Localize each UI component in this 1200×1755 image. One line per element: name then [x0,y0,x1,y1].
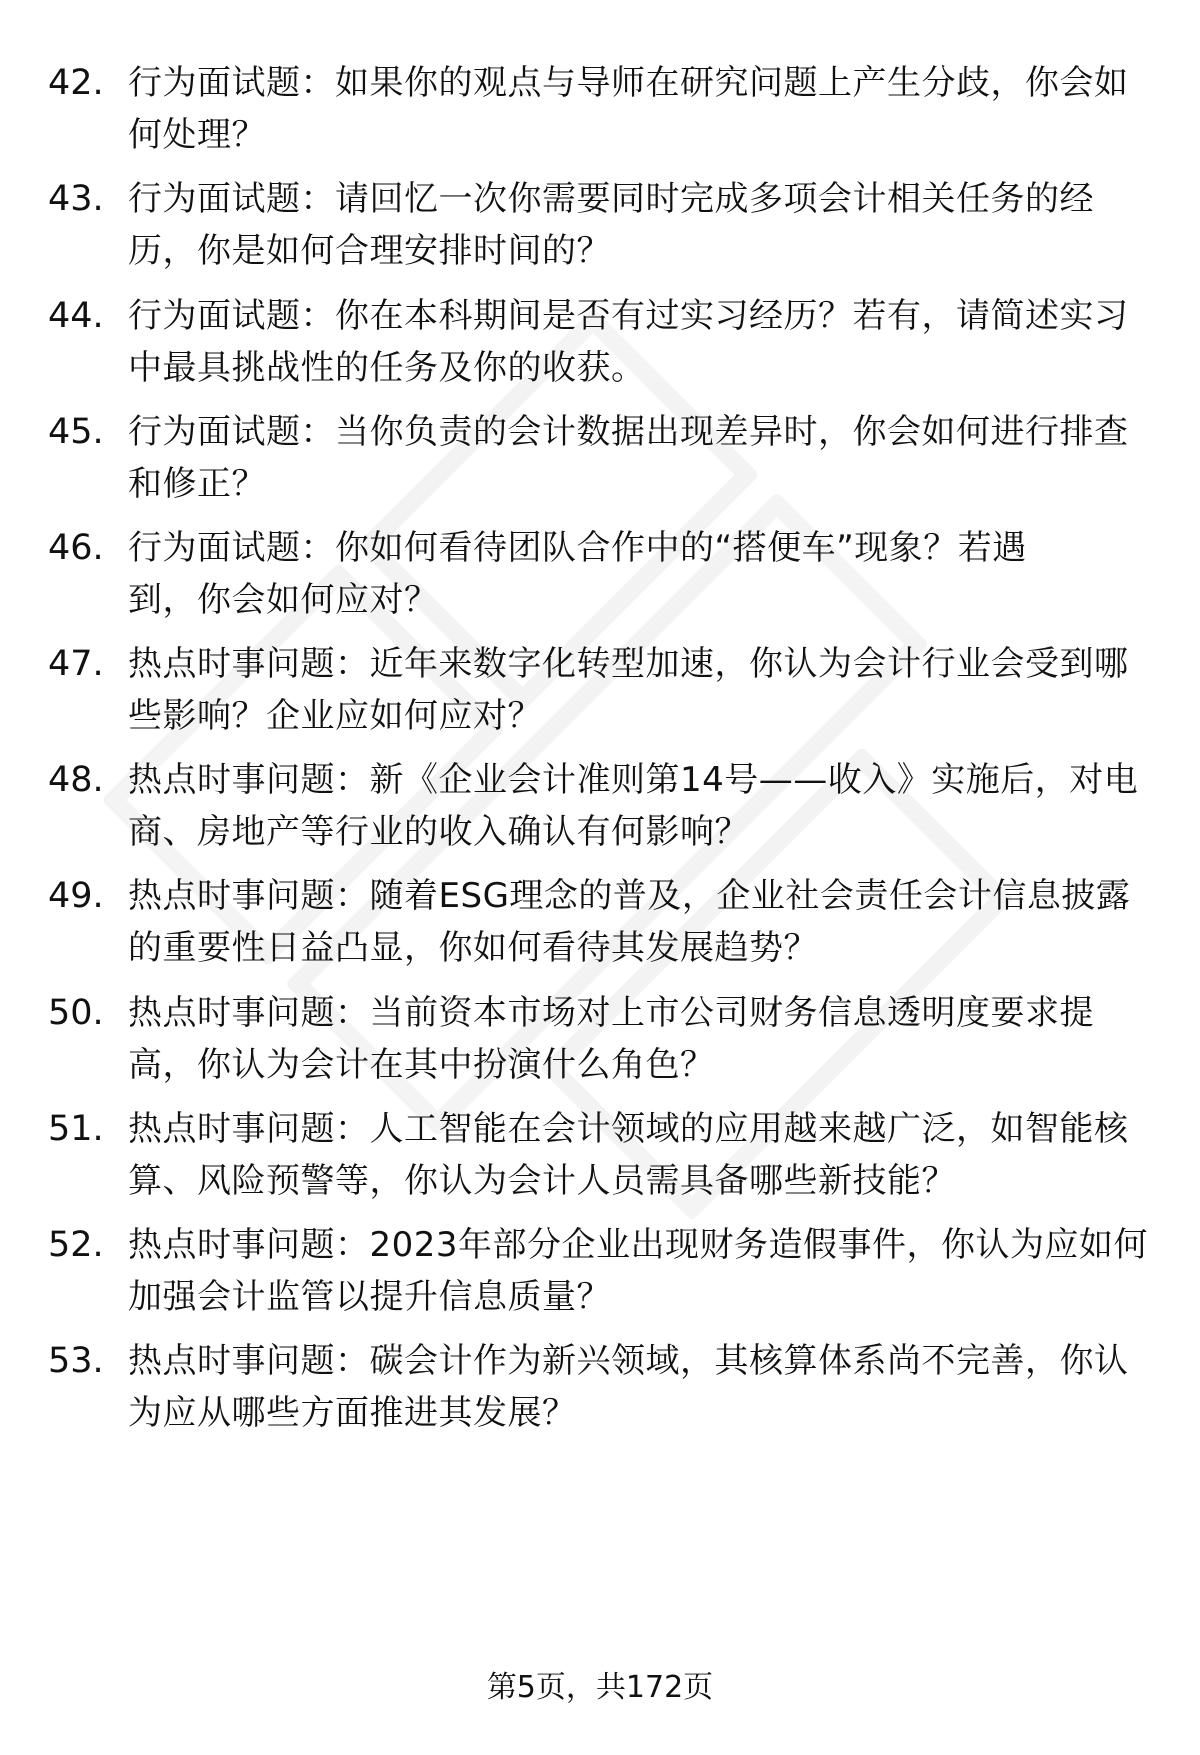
question-text: 热点时事问题：人工智能在会计领域的应用越来越广泛，如智能核算、风险预警等，你认为会计人员需具备哪些新技能？ [128,1109,1129,1201]
question-number: 43. [48,179,104,219]
question-text: 热点时事问题：碳会计作为新兴领域，其核算体系尚不完善，你认为应从哪些方面推进其发展？ [128,1341,1129,1433]
question-item [48,987,1158,1091]
question-number: 51. [48,1109,104,1149]
question-number: 50. [48,993,104,1033]
question-item [48,754,1158,858]
question-text: 热点时事问题：随着ESG理念的普及，企业社会责任会计信息披露的重要性日益凸显，你如何看待其发展趋势？ [128,876,1131,968]
question-item [48,57,1158,161]
question-number: 48. [48,760,104,800]
question-text: 行为面试题：如果你的观点与导师在研究问题上产生分歧，你会如何处理？ [128,63,1129,155]
question-number: 42. [48,63,104,103]
question-number: 52. [48,1225,104,1265]
question-item [48,1335,1158,1439]
question-item [48,406,1158,510]
question-text: 热点时事问题：当前资本市场对上市公司财务信息透明度要求提高，你认为会计在其中扮演什么角色？ [128,993,1094,1085]
question-item [48,1219,1158,1323]
question-item [48,522,1158,626]
question-text: 热点时事问题：近年来数字化转型加速，你认为会计行业会受到哪些影响？企业应如何应对？ [128,644,1129,736]
question-text: 热点时事问题：新《企业会计准则第14号——收入》实施后，对电商、房地产等行业的收入确认有何影响？ [128,760,1139,852]
question-number: 47. [48,644,104,684]
question-number: 44. [48,296,104,336]
question-number: 46. [48,528,104,568]
question-text: 行为面试题：当你负责的会计数据出现差异时，你会如何进行排查和修正？ [128,412,1129,504]
question-item [48,638,1158,742]
question-text: 行为面试题：你如何看待团队合作中的“搭便车”现象？若遇到，你会如何应对？ [128,528,1027,620]
question-number: 49. [48,876,104,916]
question-text: 行为面试题：请回忆一次你需要同时完成多项会计相关任务的经历，你是如何合理安排时间的？ [128,179,1094,271]
question-item [48,870,1158,974]
question-item [48,173,1158,277]
page-number: 第5页，共172页 [486,1670,714,1705]
question-number: 53. [48,1341,104,1381]
question-number: 45. [48,412,104,452]
question-item [48,1103,1158,1207]
question-item [48,290,1158,394]
question-text: 热点时事问题：2023年部分企业出现财务造假事件，你认为应如何加强会计监管以提升信息质量？ [128,1225,1149,1317]
question-text: 行为面试题：你在本科期间是否有过实习经历？若有，请简述实习中最具挑战性的任务及你的收获。 [128,296,1129,388]
